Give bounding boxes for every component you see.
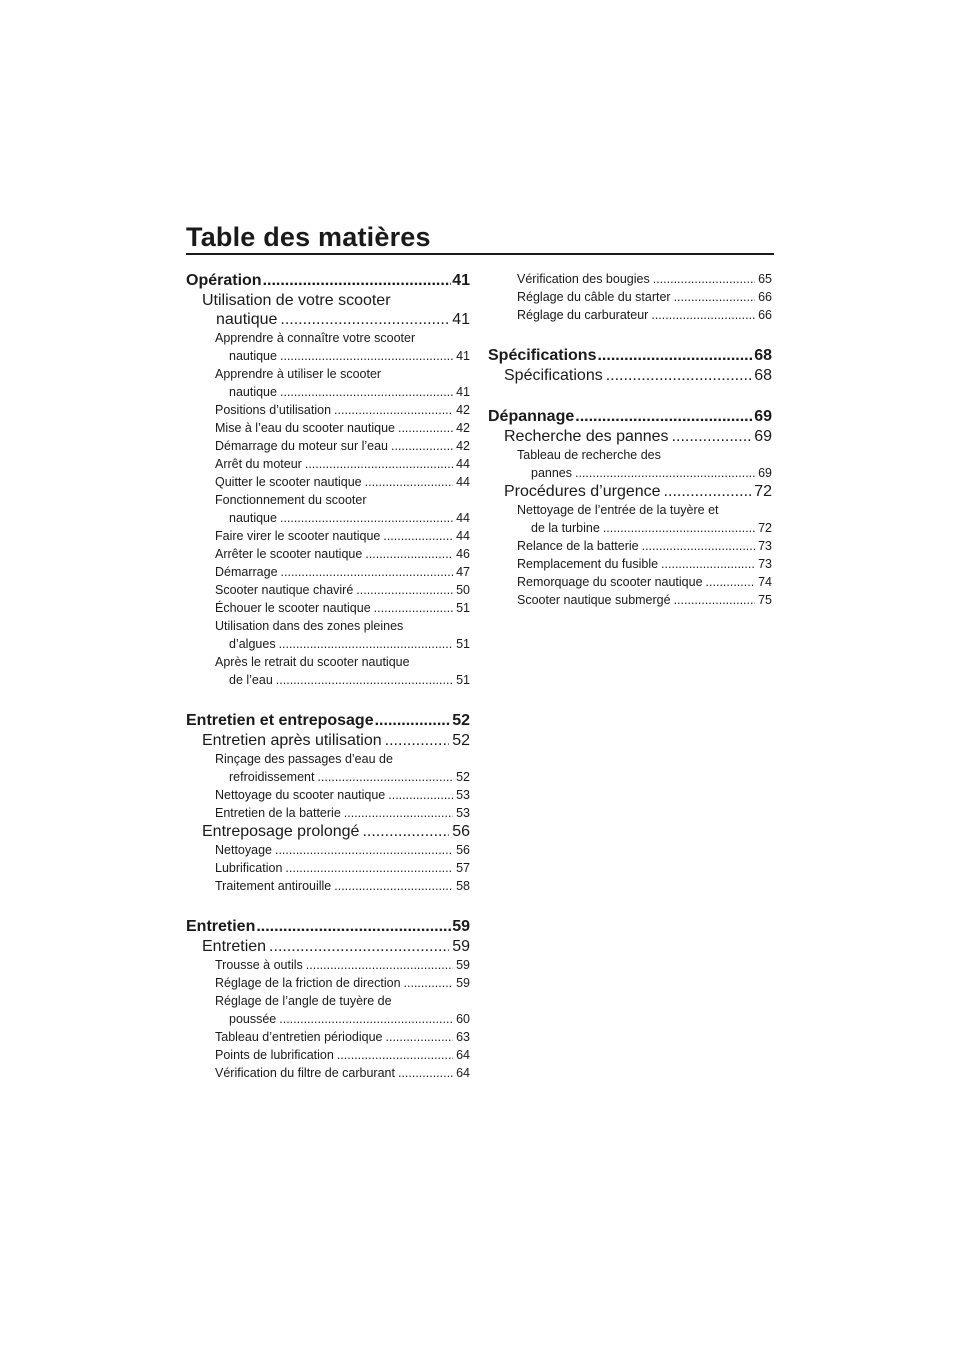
toc-item-text: Réglage du carburateur [517, 308, 649, 322]
toc-item[interactable] [186, 750, 470, 786]
toc-item[interactable] [186, 1028, 470, 1046]
dot-leader [606, 366, 751, 385]
dot-leader [285, 859, 453, 877]
toc-item-text: Démarrage [215, 565, 278, 579]
toc-item-text: Après le retrait du scooter nautique [215, 655, 410, 669]
page-number: 41 [452, 311, 470, 328]
toc-subsection-line [202, 731, 470, 750]
page-number: 44 [456, 529, 470, 543]
toc-section-text: Spécifications [488, 347, 597, 364]
toc-item-line [215, 1010, 470, 1028]
toc-item-text: pannes [531, 466, 573, 480]
page-number: 42 [456, 421, 470, 435]
page-number: 66 [758, 290, 772, 304]
toc-section[interactable] [186, 271, 470, 291]
page-number: 72 [758, 521, 772, 535]
toc-subsection[interactable] [488, 427, 772, 446]
dot-leader [317, 768, 453, 786]
toc-item[interactable] [488, 573, 772, 591]
toc-item[interactable] [488, 446, 772, 482]
toc-item-line [517, 306, 772, 324]
toc-item[interactable] [186, 455, 470, 473]
toc-section-text: Opération [186, 272, 262, 289]
page-number: 59 [456, 976, 470, 990]
dot-leader [269, 937, 449, 956]
toc-item[interactable] [186, 527, 470, 545]
toc-subsection-text: Recherche des pannes [504, 428, 669, 445]
toc-subsection-line [504, 427, 772, 446]
toc-section[interactable] [186, 917, 470, 937]
toc-item-line [215, 347, 470, 365]
toc-item-line [517, 270, 772, 288]
toc-item-text: Réglage du câble du starter [517, 290, 671, 304]
toc-item[interactable] [186, 804, 470, 822]
dot-leader [674, 288, 756, 306]
toc-subsection-line [504, 482, 772, 501]
toc-item[interactable] [186, 877, 470, 895]
section-spacer [186, 895, 470, 917]
toc-item-line [517, 464, 772, 482]
toc-subsection[interactable] [488, 482, 772, 501]
dot-leader [279, 1010, 453, 1028]
page-number: 75 [758, 593, 772, 607]
dot-leader [256, 917, 451, 937]
dot-leader [661, 555, 755, 573]
toc-item[interactable] [186, 786, 470, 804]
dot-leader [575, 407, 753, 427]
page-number: 58 [456, 879, 470, 893]
toc-item-text: Tableau de recherche des [517, 448, 661, 462]
toc-subsection-text: Procédures d’urgence [504, 483, 661, 500]
toc-item-text: Nettoyage de l’entrée de la tuyère et [517, 503, 719, 517]
section-spacer [186, 689, 470, 711]
page-number: 52 [452, 712, 470, 729]
toc-section-text: Entretien et entreposage [186, 712, 374, 729]
toc-item[interactable] [186, 581, 470, 599]
page-number: 65 [758, 272, 772, 286]
dot-leader [391, 437, 453, 455]
dot-leader [337, 1046, 453, 1064]
toc-item-line [517, 591, 772, 609]
dot-leader [398, 419, 453, 437]
dot-leader [664, 482, 752, 501]
dot-leader [280, 383, 453, 401]
toc-left-column [186, 271, 470, 1082]
toc-item-text: Traitement antirouille [215, 879, 332, 893]
page-number: 60 [456, 1012, 470, 1026]
toc-item[interactable] [186, 329, 470, 365]
section-spacer [488, 385, 772, 407]
page-number: 59 [452, 918, 470, 935]
page-number: 46 [456, 547, 470, 561]
toc-item[interactable] [186, 974, 470, 992]
toc-item-line [517, 288, 772, 306]
dot-leader [706, 573, 756, 591]
dot-leader [344, 804, 453, 822]
toc-item-line [215, 635, 470, 653]
toc-right-column [488, 270, 772, 609]
toc-item-line [215, 877, 470, 895]
dot-leader [375, 711, 452, 731]
dot-leader [305, 455, 453, 473]
toc-item-line [215, 545, 470, 563]
toc-item-line [215, 563, 470, 581]
dot-leader [398, 1064, 453, 1082]
toc-item-line [215, 974, 470, 992]
toc-item-line [215, 527, 470, 545]
dot-leader [672, 427, 752, 446]
toc-item-line [215, 581, 470, 599]
page-number: 51 [456, 637, 470, 651]
page-number: 51 [456, 601, 470, 615]
toc-section-text: Dépannage [488, 408, 575, 425]
toc-subsection[interactable] [186, 937, 470, 956]
section-spacer [488, 324, 772, 346]
toc-item-line [215, 859, 470, 877]
page-number: 74 [758, 575, 772, 589]
toc-item-line [215, 786, 470, 804]
page-number: 42 [456, 403, 470, 417]
toc-item-line [215, 599, 470, 617]
page-number: 59 [456, 958, 470, 972]
dot-leader [386, 1028, 454, 1046]
dot-leader [280, 310, 449, 329]
dot-leader [374, 599, 453, 617]
toc-section-line [186, 271, 470, 291]
toc-subsection-line [202, 822, 470, 841]
dot-leader [362, 822, 449, 841]
toc-item[interactable] [488, 537, 772, 555]
toc-item-line [517, 519, 772, 537]
page-number: 68 [754, 347, 772, 364]
page-number: 73 [758, 539, 772, 553]
toc-subsection[interactable] [186, 822, 470, 841]
toc-item-text: Échouer le scooter nautique [215, 601, 371, 615]
toc-item-text: Faire virer le scooter nautique [215, 529, 381, 543]
page-number: 42 [456, 439, 470, 453]
toc-item-text: Arrêt du moteur [215, 457, 302, 471]
toc-item-line [215, 455, 470, 473]
toc-item[interactable] [186, 401, 470, 419]
page-number: 52 [452, 732, 470, 749]
toc-item-text: Quitter le scooter nautique [215, 475, 362, 489]
toc-item-text: Positions d’utilisation [215, 403, 332, 417]
dot-leader [275, 841, 453, 859]
toc-item-text: Rinçage des passages d’eau de [215, 752, 393, 766]
page-number: 66 [758, 308, 772, 322]
toc-item-text: nautique [229, 349, 277, 363]
toc-subsection-text: Utilisation de votre scooter [202, 292, 391, 309]
toc-item[interactable] [186, 545, 470, 563]
toc-item-text: Relance de la batterie [517, 539, 639, 553]
toc-item-line [215, 671, 470, 689]
page-number: 73 [758, 557, 772, 571]
page-number: 63 [456, 1030, 470, 1044]
toc-item[interactable] [488, 501, 772, 537]
toc-item-text: poussée [229, 1012, 277, 1026]
toc-item[interactable] [488, 555, 772, 573]
dot-leader [642, 537, 755, 555]
dot-leader [383, 527, 453, 545]
toc-item[interactable] [186, 1046, 470, 1064]
dot-leader [356, 581, 453, 599]
toc-item-text: Nettoyage du scooter nautique [215, 788, 386, 802]
toc-item[interactable] [186, 841, 470, 859]
toc-section[interactable] [488, 346, 772, 366]
toc-item-text: Remorquage du scooter nautique [517, 575, 703, 589]
toc-item-text: Entretien de la batterie [215, 806, 341, 820]
toc-item-line [215, 383, 470, 401]
page-number: 68 [754, 367, 772, 384]
toc-item-text: refroidissement [229, 770, 315, 784]
page-number: 41 [456, 349, 470, 363]
page-number: 50 [456, 583, 470, 597]
toc-item-text: Réglage de la friction de direction [215, 976, 401, 990]
toc-item-line [517, 537, 772, 555]
toc-item-line [215, 768, 470, 786]
page-number: 44 [456, 457, 470, 471]
toc-item-text: Vérification du filtre de carburant [215, 1066, 395, 1080]
toc-item-line [215, 437, 470, 455]
toc-item[interactable] [186, 491, 470, 527]
toc-item-text: Fonctionnement du scooter [215, 493, 367, 507]
toc-item[interactable] [186, 617, 470, 653]
page-number: 64 [456, 1048, 470, 1062]
dot-leader [276, 671, 453, 689]
page-number: 64 [456, 1066, 470, 1080]
toc-subsection-text: Entretien [202, 938, 267, 955]
toc-item[interactable] [186, 956, 470, 974]
dot-leader [279, 635, 454, 653]
dot-leader [597, 346, 753, 366]
toc-subsection-text: Spécifications [504, 367, 603, 384]
dot-leader [334, 401, 453, 419]
toc-subsection[interactable] [186, 291, 470, 329]
toc-item-text: d’algues [229, 637, 276, 651]
toc-item-line [215, 1028, 470, 1046]
dot-leader [651, 306, 755, 324]
toc-item[interactable] [186, 653, 470, 689]
toc-item-text: de l’eau [229, 673, 273, 687]
toc-section[interactable] [488, 407, 772, 427]
dot-leader [365, 545, 453, 563]
page-number: 44 [456, 475, 470, 489]
toc-item-text: Apprendre à utiliser le scooter [215, 367, 382, 381]
toc-item-text: Tableau d’entretien périodique [215, 1030, 383, 1044]
toc-item-text: Lubrification [215, 861, 283, 875]
toc-item-text: Points de lubrification [215, 1048, 334, 1062]
toc-item-text: nautique [229, 511, 277, 525]
toc-item-text: Apprendre à connaître votre scooter [215, 331, 416, 345]
page-number: 57 [456, 861, 470, 875]
title-divider [186, 253, 774, 255]
toc-section-line [488, 407, 772, 427]
toc-item[interactable] [186, 419, 470, 437]
dot-leader [280, 509, 453, 527]
toc-item-text: Remplacement du fusible [517, 557, 659, 571]
dot-leader [603, 519, 755, 537]
toc-item[interactable] [186, 859, 470, 877]
page-number: 47 [456, 565, 470, 579]
toc-subsection-text: Entretien après utilisation [202, 732, 382, 749]
dot-leader [388, 786, 453, 804]
dot-leader [334, 877, 453, 895]
toc-item[interactable] [488, 306, 772, 324]
toc-item-line [215, 1046, 470, 1064]
toc-item-text: Utilisation dans des zones pleines [215, 619, 404, 633]
toc-item-line [215, 401, 470, 419]
page-number: 56 [456, 843, 470, 857]
toc-section-line [186, 711, 470, 731]
toc-item-line [215, 841, 470, 859]
toc-item-text: Réglage de l’angle de tuyère de [215, 994, 392, 1008]
toc-item-text: Démarrage du moteur sur l’eau [215, 439, 388, 453]
toc-item-text: Arrêter le scooter nautique [215, 547, 363, 561]
page-number: 41 [452, 272, 470, 289]
toc-item[interactable] [186, 1064, 470, 1082]
page-number: 53 [456, 788, 470, 802]
page-number: 72 [754, 483, 772, 500]
toc-item-line [215, 419, 470, 437]
toc-item-text: Vérification des bougies [517, 272, 650, 286]
toc-item-line [215, 473, 470, 491]
dot-leader [674, 591, 756, 609]
page-number: 69 [754, 428, 772, 445]
page-number: 69 [754, 408, 772, 425]
dot-leader [385, 731, 450, 750]
toc-item-text: Nettoyage [215, 843, 272, 857]
page-number: 41 [456, 385, 470, 399]
toc-item-line [517, 555, 772, 573]
dot-leader [281, 563, 454, 581]
toc-item[interactable] [186, 599, 470, 617]
toc-subsection-line [202, 937, 470, 956]
toc-item[interactable] [488, 591, 772, 609]
toc-item-text: de la turbine [531, 521, 600, 535]
page-number: 56 [452, 823, 470, 840]
toc-subsection[interactable] [488, 366, 772, 385]
toc-item-text: Scooter nautique chaviré [215, 583, 354, 597]
dot-leader [365, 473, 453, 491]
dot-leader [280, 347, 453, 365]
toc-item[interactable] [186, 992, 470, 1028]
toc-item-text: Scooter nautique submergé [517, 593, 671, 607]
dot-leader [263, 271, 452, 291]
page-number: 52 [456, 770, 470, 784]
page-number: 69 [758, 466, 772, 480]
page-number: 53 [456, 806, 470, 820]
toc-section-text: Entretien [186, 918, 256, 935]
dot-leader [306, 956, 453, 974]
page-number: 44 [456, 511, 470, 525]
dot-leader [653, 270, 755, 288]
page-number: 59 [452, 938, 470, 955]
toc-item-text: Mise à l’eau du scooter nautique [215, 421, 395, 435]
toc-item-line [517, 573, 772, 591]
toc-item-line [215, 804, 470, 822]
dot-leader [404, 974, 454, 992]
toc-subsection-text: nautique [216, 311, 278, 328]
page-title: Table des matières [186, 222, 431, 252]
toc-item-text: nautique [229, 385, 277, 399]
toc-subsection-text: Entreposage prolongé [202, 823, 360, 840]
dot-leader [575, 464, 755, 482]
toc-item-line [215, 1064, 470, 1082]
toc-item-line [215, 509, 470, 527]
toc-item[interactable] [186, 365, 470, 401]
toc-item-text: Trousse à outils [215, 958, 303, 972]
toc-subsection-line [504, 366, 772, 385]
toc-item-line [215, 956, 470, 974]
toc-section-line [488, 346, 772, 366]
toc-item[interactable] [186, 473, 470, 491]
toc-item[interactable] [488, 270, 772, 288]
toc-subsection[interactable] [186, 731, 470, 750]
toc-subsection-line [202, 310, 470, 329]
page-number: 51 [456, 673, 470, 687]
toc-item[interactable] [186, 563, 470, 581]
toc-section[interactable] [186, 711, 470, 731]
toc-item[interactable] [186, 437, 470, 455]
toc-item[interactable] [488, 288, 772, 306]
toc-section-line [186, 917, 470, 937]
